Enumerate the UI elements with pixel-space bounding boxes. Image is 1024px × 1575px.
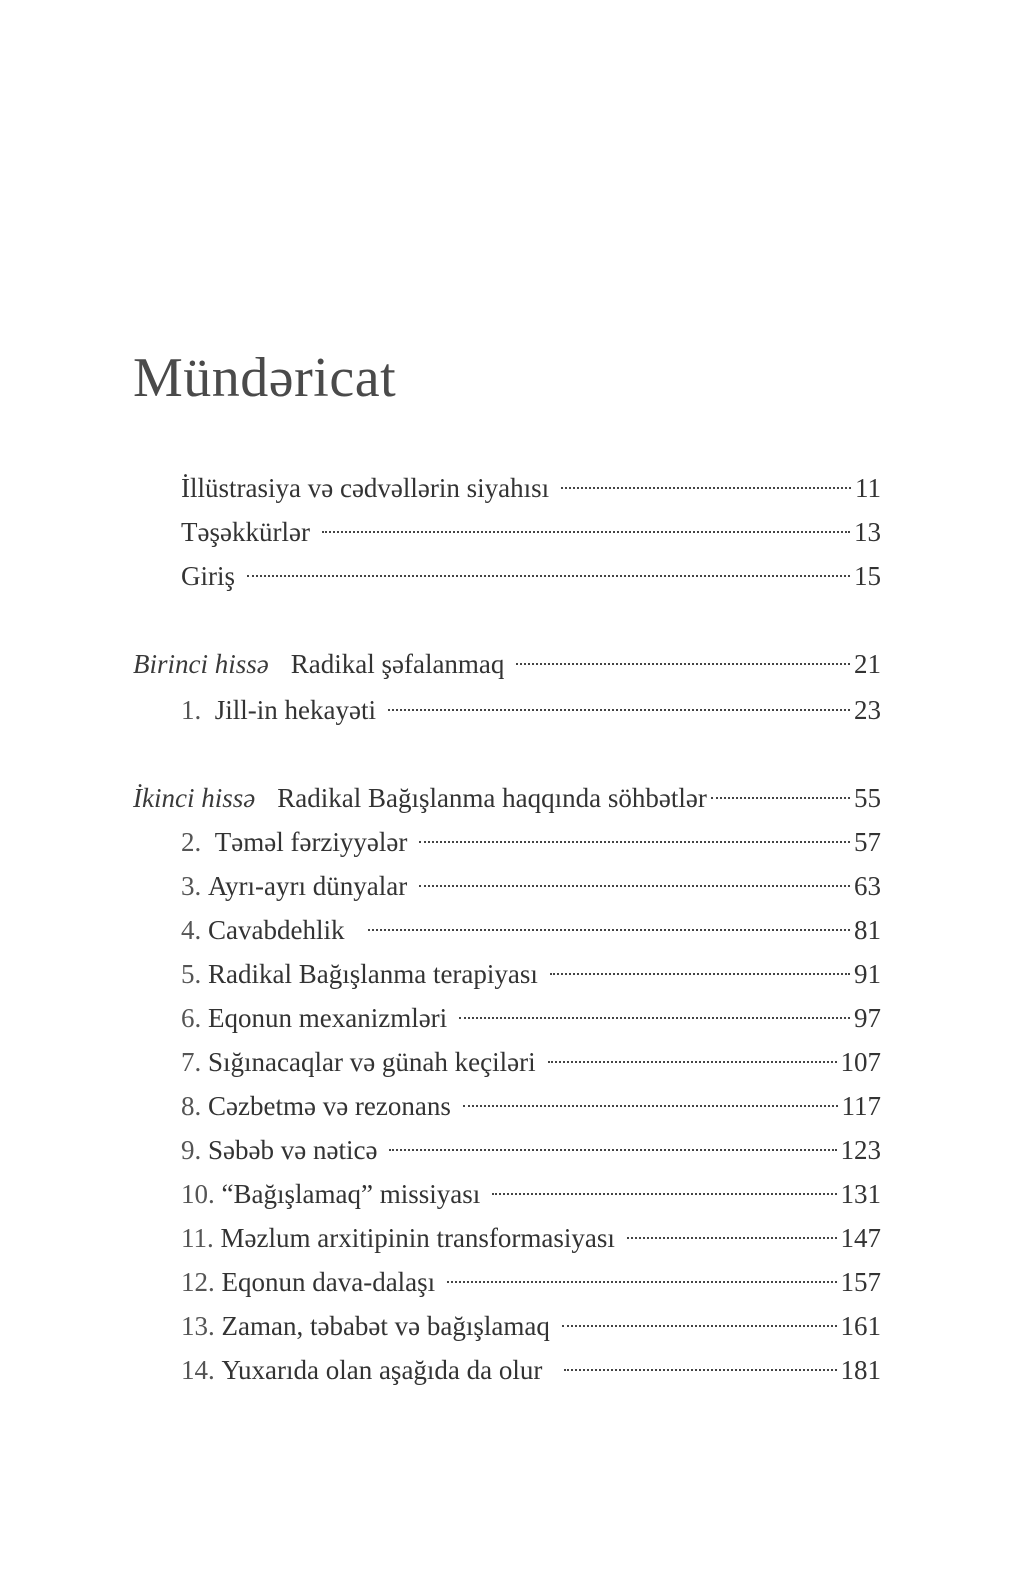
toc-entry xyxy=(133,954,881,994)
toc-chapter-number: 12. xyxy=(181,1267,215,1297)
dot-leader xyxy=(711,797,850,799)
toc-entry xyxy=(133,910,881,950)
toc-page-number: 21 xyxy=(854,649,881,679)
toc-entry xyxy=(133,690,881,730)
toc-page-number: 117 xyxy=(841,1091,881,1121)
dot-leader xyxy=(516,663,850,665)
toc-part-heading xyxy=(133,644,881,684)
dot-leader xyxy=(463,1105,838,1107)
toc-entry xyxy=(133,822,881,862)
toc-entry-title: Cavabdehlik xyxy=(208,915,345,945)
toc-chapter-number: 14. xyxy=(181,1355,215,1385)
toc-page-number: 97 xyxy=(854,1003,881,1033)
toc-entry-title: “Bağışlamaq” missiyası xyxy=(221,1179,481,1209)
toc-entry-title: Zaman, təbabət və bağışlamaq xyxy=(221,1311,550,1341)
toc-page-number: 161 xyxy=(840,1311,881,1341)
toc-entry-title: Təşəkkürlər xyxy=(181,517,310,547)
dot-leader xyxy=(419,841,850,843)
dot-leader xyxy=(419,885,850,887)
page-title: Mündəricat xyxy=(133,346,397,409)
toc-entry-title: Yuxarıda olan aşağıda da olur xyxy=(221,1355,543,1385)
toc-page-number: 91 xyxy=(854,959,881,989)
toc-entry xyxy=(133,1350,881,1390)
toc-chapter-number: 5. xyxy=(181,959,202,989)
dot-leader xyxy=(564,1369,836,1371)
toc-chapter-number: 10. xyxy=(181,1179,215,1209)
toc-entry-title: Jill-in hekayəti xyxy=(214,695,376,725)
toc-chapter-number: 7. xyxy=(181,1047,202,1077)
toc-page-number: 55 xyxy=(854,783,881,813)
toc-chapter-number: 3. xyxy=(181,871,202,901)
toc-page-number: 181 xyxy=(840,1355,881,1385)
dot-leader xyxy=(247,575,850,577)
toc-page-number: 157 xyxy=(840,1267,881,1297)
toc-entry-title: Radikal Bağışlanma terapiyası xyxy=(208,959,538,989)
toc-entry xyxy=(133,866,881,906)
toc-part-heading xyxy=(133,778,881,818)
toc-chapter-number: 8. xyxy=(181,1091,202,1121)
dot-leader xyxy=(459,1017,850,1019)
toc-entry-title: Səbəb və nəticə xyxy=(208,1135,378,1165)
toc-entry xyxy=(133,998,881,1038)
dot-leader xyxy=(548,1061,837,1063)
dot-leader xyxy=(388,709,850,711)
dot-leader xyxy=(550,973,850,975)
toc-page-number: 147 xyxy=(840,1223,881,1253)
toc-chapter-number: 6. xyxy=(181,1003,202,1033)
dot-leader xyxy=(562,1325,837,1327)
toc-page-number: 107 xyxy=(840,1047,881,1077)
toc-chapter-number: 11. xyxy=(181,1223,214,1253)
toc-entry-title: Təməl fərziyyələr xyxy=(214,827,408,857)
toc-chapter-number: 4. xyxy=(181,915,202,945)
dot-leader xyxy=(368,929,850,931)
toc-chapter-number: 1. xyxy=(181,695,202,725)
toc-entry-title: Giriş xyxy=(181,561,235,591)
dot-leader xyxy=(561,487,851,489)
toc-entry-title: Ayrı-ayrı dünyalar xyxy=(208,871,408,901)
table-of-contents xyxy=(133,0,881,1575)
dot-leader xyxy=(492,1193,836,1195)
toc-entry-title: Cəzbetmə və rezonans xyxy=(208,1091,451,1121)
toc-entry xyxy=(133,1042,881,1082)
toc-entry xyxy=(133,1174,881,1214)
toc-page-number: 123 xyxy=(840,1135,881,1165)
toc-entry-title: Eqonun dava-dalaşı xyxy=(221,1267,436,1297)
toc-entry xyxy=(133,1306,881,1346)
dot-leader xyxy=(389,1149,836,1151)
toc-entry xyxy=(133,1262,881,1302)
toc-chapter-number: 2. xyxy=(181,827,202,857)
toc-entry xyxy=(133,1086,881,1126)
toc-chapter-number: 13. xyxy=(181,1311,215,1341)
dot-leader xyxy=(627,1237,837,1239)
toc-page-number: 11 xyxy=(855,473,881,503)
toc-chapter-number: 9. xyxy=(181,1135,202,1165)
toc-entry-title: İllüstrasiya və cədvəllərin siyahısı xyxy=(181,473,550,503)
toc-page-number: 63 xyxy=(854,871,881,901)
toc-entry-title: Sığınacaqlar və günah keçiləri xyxy=(208,1047,536,1077)
dot-leader xyxy=(322,531,850,533)
toc-part-label: İkinci hissə xyxy=(133,783,256,813)
dot-leader xyxy=(447,1281,836,1283)
toc-entry xyxy=(133,1130,881,1170)
toc-entry-title: Eqonun mexanizmləri xyxy=(208,1003,448,1033)
toc-entry xyxy=(133,512,881,552)
toc-page-number: 13 xyxy=(854,517,881,547)
toc-entry-title: Radikal şəfalanmaq xyxy=(290,649,505,679)
toc-page-number: 57 xyxy=(854,827,881,857)
toc-entry-title: Məzlum arxitipinin transformasiyası xyxy=(220,1223,615,1253)
toc-entry xyxy=(133,468,881,508)
toc-entry xyxy=(133,556,881,596)
toc-part-label: Birinci hissə xyxy=(133,649,269,679)
toc-entry xyxy=(133,1218,881,1258)
toc-entry-title: Radikal Bağışlanma haqqında söhbətlər xyxy=(277,783,707,813)
toc-page-number: 15 xyxy=(854,561,881,591)
toc-page-number: 81 xyxy=(854,915,881,945)
toc-page-number: 23 xyxy=(854,695,881,725)
toc-page-number: 131 xyxy=(840,1179,881,1209)
